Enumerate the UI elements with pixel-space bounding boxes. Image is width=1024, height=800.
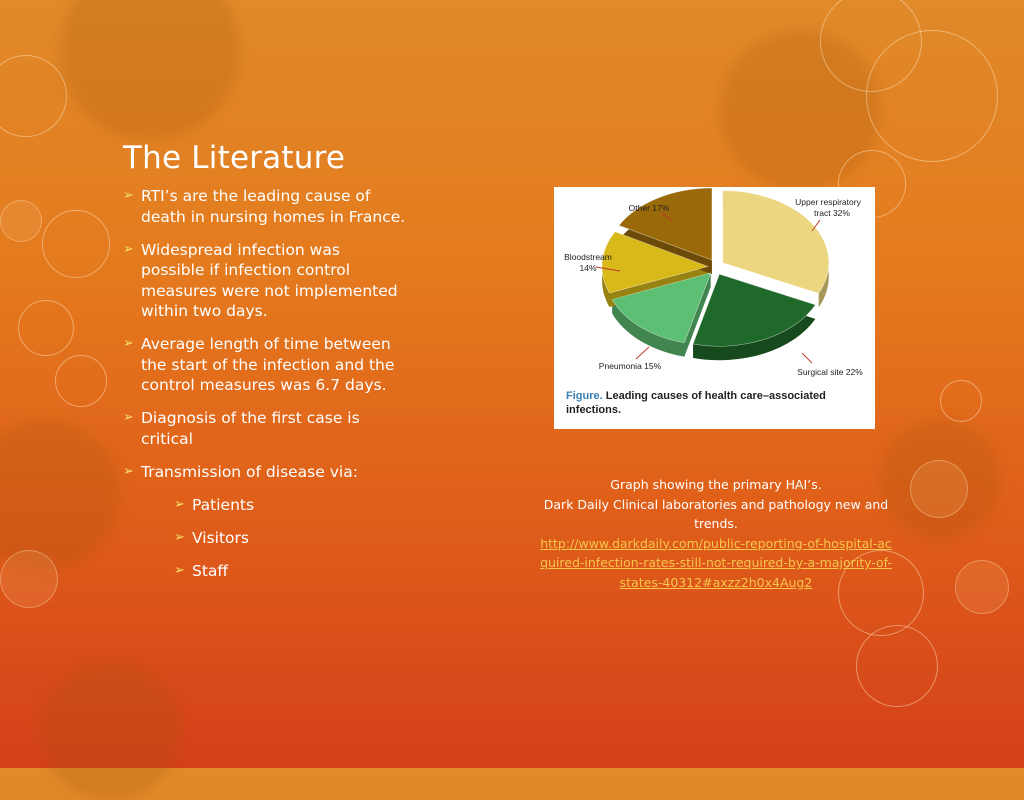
- arrow-bullet-icon: ➢: [123, 188, 134, 203]
- arrow-bullet-icon: ➢: [174, 529, 185, 545]
- label-bloodstream: Bloodstream: [564, 252, 612, 262]
- pie-chart: [554, 187, 875, 429]
- caption-line1: Graph showing the primary HAI’s.: [610, 477, 822, 492]
- bullet-item: [123, 334, 408, 396]
- bullet-text: Diagnosis of the first case is critical: [141, 409, 360, 448]
- pie-chart-figure: [554, 187, 875, 429]
- sub-bullet-item: [174, 495, 408, 516]
- bokeh-ring: [42, 210, 110, 278]
- bokeh-circle: [0, 200, 42, 242]
- bokeh-circle: [0, 550, 58, 608]
- arrow-bullet-icon: ➢: [123, 336, 134, 351]
- bokeh-ring: [18, 300, 74, 356]
- bullet-text: Transmission of disease via:: [141, 462, 358, 481]
- sub-bullet-text: Visitors: [192, 528, 249, 547]
- leader-line: [636, 347, 649, 359]
- bokeh-blob: [880, 420, 1000, 540]
- image-caption: [540, 475, 892, 592]
- bokeh-ring: [866, 30, 998, 162]
- figure-caption-line2: infections.: [566, 404, 622, 416]
- leader-line: [802, 353, 812, 363]
- bokeh-ring: [856, 625, 938, 707]
- bokeh-blob: [40, 660, 180, 800]
- bokeh-blob: [60, 0, 240, 140]
- label-pneumonia: Pneumonia 15%: [598, 361, 662, 371]
- label-upper-respiratory: Upper respiratory: [795, 197, 861, 207]
- bokeh-blob: [720, 30, 880, 190]
- bokeh-ring: [0, 55, 67, 137]
- bullet-text: RTI’s are the leading cause of death in nursing homes in France.: [141, 187, 406, 226]
- sub-bullet-item: [174, 561, 408, 582]
- arrow-bullet-icon: ➢: [123, 463, 134, 479]
- label-bloodstream-pct: 14%: [579, 263, 597, 273]
- bokeh-ring: [55, 355, 107, 407]
- bullet-item: [123, 186, 408, 227]
- arrow-bullet-icon: ➢: [123, 241, 134, 257]
- source-link[interactable]: http://www.darkdaily.com/public-reporting-of-hospital-acquired-infection-rates-still-not-required-by-a-majority-of-states-40312#axzz2h0x4Aug2: [540, 535, 892, 590]
- label-other: Other 17%: [628, 203, 670, 213]
- figure-caption-line1: Figure. Leading causes of health care–associated: [566, 390, 826, 402]
- caption-line2: Dark Daily Clinical laboratories and pathology new and trends.: [543, 496, 889, 531]
- bullet-item: [123, 408, 408, 449]
- bokeh-blob: [0, 420, 120, 570]
- slide-title: The Literature: [123, 140, 346, 176]
- bullet-text: Widespread infection was possible if infection control measures were not implemented within two days.: [141, 240, 398, 320]
- bullet-text: Average length of time between the start of the infection and the control measures was 6.7 days.: [141, 335, 395, 394]
- sub-bullet-text: Staff: [192, 561, 229, 580]
- bokeh-ring: [940, 380, 982, 422]
- sub-bullet-item: [174, 528, 408, 549]
- bullet-list: [123, 186, 408, 594]
- sub-bullet-text: Patients: [192, 495, 255, 514]
- label-upper-respiratory-pct: tract 32%: [814, 208, 850, 218]
- bullet-item: [123, 240, 408, 322]
- arrow-bullet-icon: ➢: [174, 496, 185, 512]
- bokeh-circle: [910, 460, 968, 518]
- bokeh-circle: [955, 560, 1009, 614]
- arrow-bullet-icon: ➢: [174, 562, 185, 578]
- arrow-bullet-icon: ➢: [123, 410, 134, 425]
- bullet-item: [123, 462, 408, 483]
- label-surgical-site: Surgical site 22%: [797, 367, 863, 377]
- bokeh-ring: [820, 0, 922, 92]
